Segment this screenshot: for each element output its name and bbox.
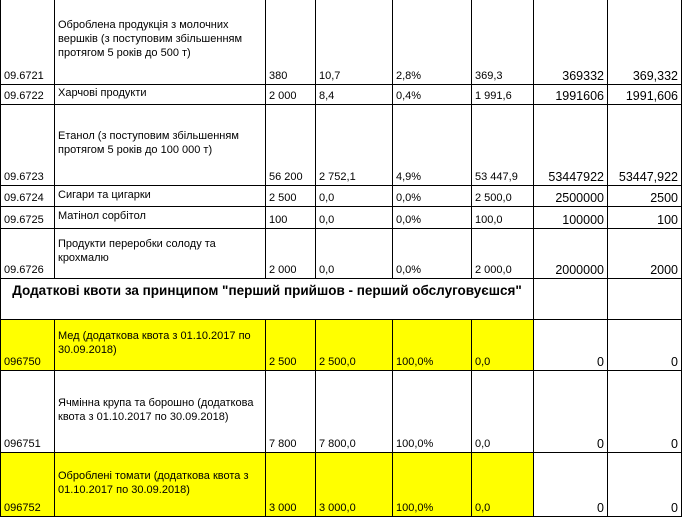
percent-value: 100,0% [396, 438, 434, 450]
quota-cell[interactable] [266, 371, 316, 453]
percent-value: 0,0% [396, 264, 422, 276]
table-row [0, 453, 682, 517]
description-cell[interactable] [55, 207, 266, 229]
percent-value: 100,0% [396, 356, 434, 368]
remaining-cell[interactable] [472, 207, 534, 229]
table-row [0, 207, 682, 229]
percent-value: 2,8% [396, 70, 422, 82]
value-kg: 0 [597, 355, 604, 369]
used-cell[interactable] [316, 207, 393, 229]
description-cell[interactable] [55, 229, 266, 279]
code: 09.6726 [4, 264, 44, 276]
value-t-cell[interactable] [608, 207, 682, 229]
code: 09.6721 [4, 70, 44, 82]
section-header: Додаткові квоти за принципом "перший прийшов - перший обслуговуєшся" [12, 283, 522, 298]
quota-value: 2 500 [269, 356, 297, 368]
value-kg: 369332 [562, 69, 604, 83]
used-value: 8,4 [319, 90, 335, 102]
quota-cell[interactable] [266, 453, 316, 517]
used-cell[interactable] [316, 0, 393, 85]
quota-value: 380 [269, 70, 288, 82]
code: 096751 [4, 438, 41, 450]
quota-value: 2 000 [269, 264, 297, 276]
remaining-cell[interactable] [472, 186, 534, 207]
remaining-value: 0,0 [475, 356, 491, 368]
value-t-cell[interactable] [608, 320, 682, 371]
description-cell[interactable] [55, 320, 266, 371]
value-t-cell[interactable] [608, 279, 682, 320]
remaining-value: 1 991,6 [475, 90, 512, 102]
quota-cell[interactable] [266, 320, 316, 371]
remaining-value: 0,0 [475, 502, 491, 514]
value-kg: 53447922 [548, 170, 604, 184]
percent-value: 0,0% [396, 214, 422, 226]
used-cell[interactable] [316, 453, 393, 517]
quota-cell[interactable] [266, 229, 316, 279]
description: Оброблені томати (додаткова квота з 01.10.2017 по 30.09.2018) [58, 470, 249, 496]
value-t: 53447,922 [618, 170, 678, 184]
description-cell[interactable] [55, 453, 266, 517]
percent-cell[interactable] [393, 186, 472, 207]
value-t: 2000 [650, 263, 678, 277]
code-cell[interactable] [0, 320, 55, 371]
value-kg-cell[interactable] [534, 371, 608, 453]
percent-cell[interactable] [393, 0, 472, 85]
value-kg-cell[interactable] [534, 0, 608, 85]
quota-value: 7 800 [269, 438, 297, 450]
code-cell[interactable] [0, 207, 55, 229]
description-cell[interactable] [55, 0, 266, 85]
value-t-cell[interactable] [608, 186, 682, 207]
value-t-cell[interactable] [608, 453, 682, 517]
description-cell[interactable] [55, 186, 266, 207]
value-t: 100 [657, 213, 678, 227]
remaining-value: 0,0 [475, 438, 491, 450]
table-row [0, 105, 682, 186]
code-cell[interactable] [0, 0, 55, 85]
description: Ячмінна крупа та борошно (додаткова квота з 01.10.2017 по 30.09.2018) [58, 397, 254, 423]
value-t: 0 [671, 437, 678, 451]
percent-cell[interactable] [393, 85, 472, 105]
value-kg: 100000 [562, 213, 604, 227]
description: Матінол сорбітол [58, 210, 146, 222]
code: 09.6722 [4, 90, 44, 102]
used-cell[interactable] [316, 105, 393, 186]
used-value: 10,7 [319, 70, 341, 82]
quota-value: 56 200 [269, 171, 303, 183]
remaining-value: 2 500,0 [475, 192, 512, 204]
percent-cell[interactable] [393, 229, 472, 279]
value-kg-cell[interactable] [534, 279, 608, 320]
table-row [0, 0, 682, 85]
used-cell[interactable] [316, 229, 393, 279]
value-t: 369,332 [632, 69, 678, 83]
percent-cell[interactable] [393, 320, 472, 371]
used-value: 2 500,0 [319, 356, 356, 368]
table-row [0, 85, 682, 105]
value-t-cell[interactable] [608, 371, 682, 453]
table-row [0, 371, 682, 453]
quota-value: 2 500 [269, 192, 297, 204]
remaining-value: 2 000,0 [475, 264, 512, 276]
section-header-cell[interactable] [0, 279, 534, 320]
value-t-cell[interactable] [608, 229, 682, 279]
table-row [0, 186, 682, 207]
value-kg-cell[interactable] [534, 207, 608, 229]
used-value: 7 800,0 [319, 438, 356, 450]
value-kg: 2000000 [555, 263, 604, 277]
code-cell[interactable] [0, 186, 55, 207]
quota-cell[interactable] [266, 0, 316, 85]
remaining-value: 369,3 [475, 70, 503, 82]
used-value: 0,0 [319, 214, 335, 226]
description: Етанол (з поступовим збільшенням протягом 5 років до 100 000 т) [58, 130, 239, 156]
used-value: 3 000,0 [319, 502, 356, 514]
used-cell[interactable] [316, 186, 393, 207]
description: Продукти переробки солоду та крохмалю [58, 238, 216, 264]
code-cell[interactable] [0, 85, 55, 105]
remaining-cell[interactable] [472, 320, 534, 371]
value-t-cell[interactable] [608, 105, 682, 186]
used-value: 2 752,1 [319, 171, 356, 183]
percent-value: 0,4% [396, 90, 422, 102]
used-value: 0,0 [319, 264, 335, 276]
quota-cell[interactable] [266, 207, 316, 229]
remaining-cell[interactable] [472, 0, 534, 85]
quota-cell[interactable] [266, 105, 316, 186]
description-cell[interactable] [55, 371, 266, 453]
value-kg: 2500000 [555, 191, 604, 205]
code-cell[interactable] [0, 453, 55, 517]
used-cell[interactable] [316, 320, 393, 371]
value-kg-cell[interactable] [534, 186, 608, 207]
remaining-cell[interactable] [472, 453, 534, 517]
description: Оброблена продукція з молочних вершків (з поступовим збільшенням протягом 5 років до 500 т) [58, 19, 243, 59]
percent-cell[interactable] [393, 453, 472, 517]
quota-value: 2 000 [269, 90, 297, 102]
used-cell[interactable] [316, 85, 393, 105]
value-kg-cell[interactable] [534, 85, 608, 105]
value-kg: 0 [597, 437, 604, 451]
remaining-cell[interactable] [472, 85, 534, 105]
percent-value: 4,9% [396, 171, 422, 183]
code: 096752 [4, 502, 41, 514]
value-t-cell[interactable] [608, 0, 682, 85]
value-kg-cell[interactable] [534, 229, 608, 279]
used-value: 0,0 [319, 192, 335, 204]
description-cell[interactable] [55, 105, 266, 186]
quota-cell[interactable] [266, 186, 316, 207]
description: Харчові продукти [58, 87, 147, 99]
percent-value: 0,0% [396, 192, 422, 204]
code-cell[interactable] [0, 229, 55, 279]
description: Мед (додаткова квота з 01.10.2017 по 30.09.2018) [58, 330, 251, 356]
remaining-cell[interactable] [472, 229, 534, 279]
quota-value: 100 [269, 214, 288, 226]
remaining-value: 100,0 [475, 214, 503, 226]
code: 09.6724 [4, 192, 44, 204]
percent-cell[interactable] [393, 105, 472, 186]
value-t: 0 [671, 355, 678, 369]
table-row [0, 320, 682, 371]
percent-cell[interactable] [393, 207, 472, 229]
percent-cell[interactable] [393, 371, 472, 453]
description-cell[interactable] [55, 85, 266, 105]
code-cell[interactable] [0, 371, 55, 453]
value-kg: 0 [597, 501, 604, 515]
percent-value: 100,0% [396, 502, 434, 514]
quota-value: 3 000 [269, 502, 297, 514]
value-kg-cell[interactable] [534, 105, 608, 186]
remaining-cell[interactable] [472, 105, 534, 186]
remaining-value: 53 447,9 [475, 171, 518, 183]
value-kg-cell[interactable] [534, 320, 608, 371]
table-row [0, 229, 682, 279]
used-cell[interactable] [316, 371, 393, 453]
value-t: 1991,606 [625, 89, 678, 103]
code: 09.6725 [4, 214, 44, 226]
value-kg: 1991606 [555, 89, 604, 103]
remaining-cell[interactable] [472, 371, 534, 453]
description: Сигари та цигарки [58, 189, 151, 201]
value-t-cell[interactable] [608, 85, 682, 105]
value-t: 0 [671, 501, 678, 515]
value-t: 2500 [650, 191, 678, 205]
code-cell[interactable] [0, 105, 55, 186]
value-kg-cell[interactable] [534, 453, 608, 517]
code: 096750 [4, 356, 41, 368]
section-header-row [0, 279, 682, 320]
code: 09.6723 [4, 171, 44, 183]
quota-cell[interactable] [266, 85, 316, 105]
